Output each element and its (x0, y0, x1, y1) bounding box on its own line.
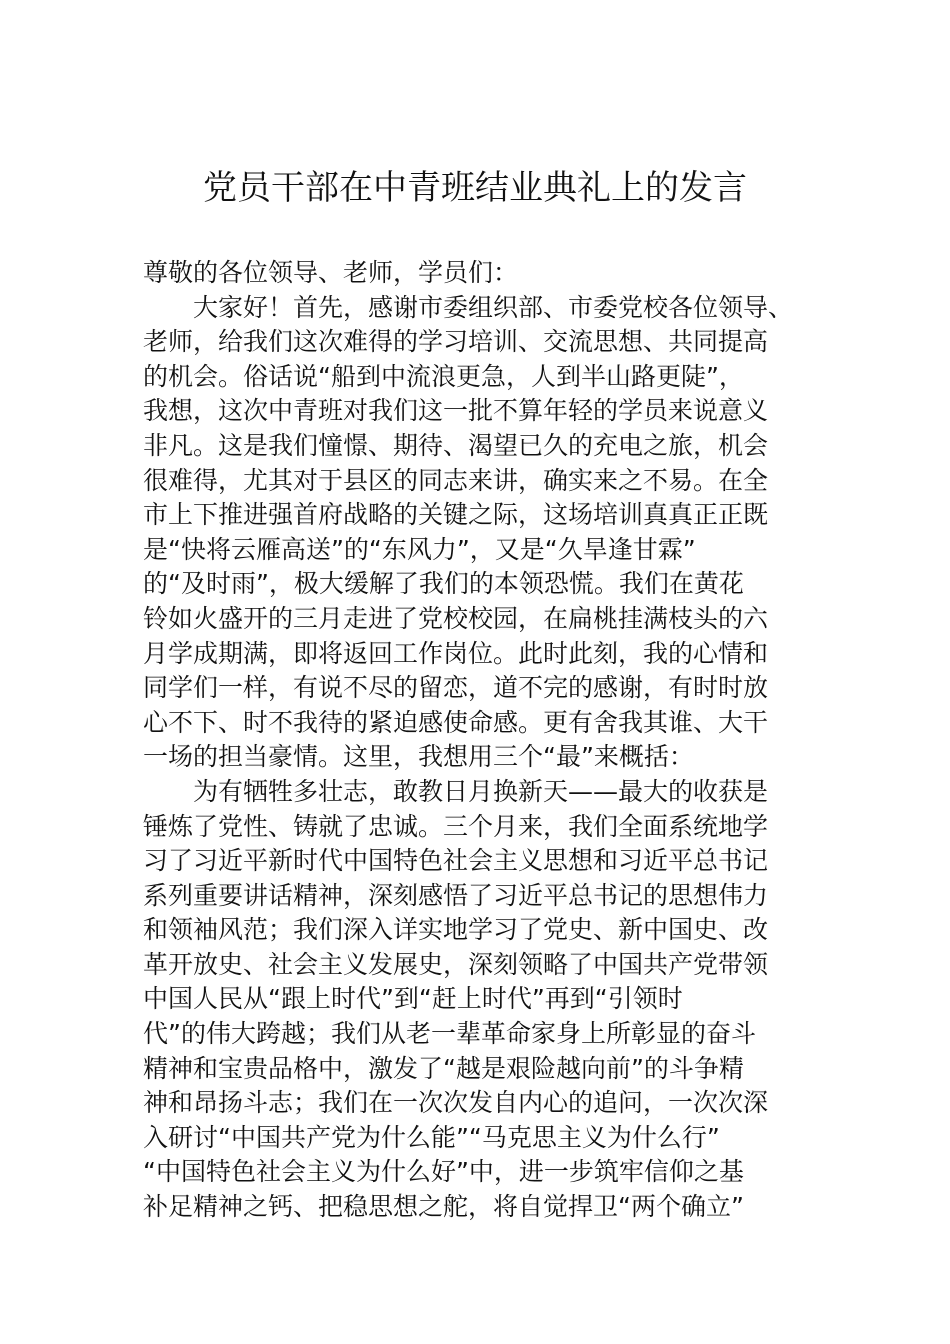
text-line: 为有牺牲多壮志，敢教日月换新天——最大的收获是 (193, 776, 769, 806)
document-title: 党员干部在中青班结业典礼上的发言 (203, 168, 747, 208)
text-line: 老师，给我们这次难得的学习培训、交流思想、共同提高 (143, 327, 769, 357)
text-line: 同学们一样，有说不尽的留恋，道不完的感谢，有时时放 (143, 673, 769, 703)
text-line: 是“快将云雁高送”的“东风力”，又是“久旱逢甘霖” (143, 534, 696, 564)
text-line: 系列重要讲话精神，深刻感悟了习近平总书记的思想伟力 (143, 880, 769, 910)
text-line: 和领袖风范；我们深入详实地学习了党史、新中国史、改 (143, 915, 769, 945)
text-line: 我想，这次中青班对我们这一批不算年轻的学员来说意义 (143, 396, 769, 426)
text-line: 革开放史、社会主义发展史，深刻领略了中国共产党带领 (143, 949, 769, 979)
text-line: 心不下、时不我待的紧迫感使命感。更有舍我其谁、大干 (143, 707, 769, 737)
text-line: 中国人民从“跟上时代”到“赶上时代”再到“引领时 (143, 984, 683, 1014)
text-line: 精神和宝贵品格中，激发了“越是艰险越向前”的斗争精 (143, 1053, 744, 1083)
text-line: 的机会。俗话说“船到中流浪更急，人到半山路更陡”， (143, 361, 744, 391)
text-line: 习了习近平新时代中国特色社会主义思想和习近平总书记 (143, 846, 769, 876)
text-line: 补足精神之钙、把稳思想之舵，将自觉捍卫“两个确立” (143, 1192, 744, 1222)
text-line: 代”的伟大跨越；我们从老一辈革命家身上所彰显的奋斗 (143, 1019, 756, 1049)
text-line: 月学成期满，即将返回工作岗位。此时此刻，我的心情和 (143, 638, 769, 668)
text-line: 的“及时雨”，极大缓解了我们的本领恐慌。我们在黄花 (143, 569, 744, 599)
text-line: 大家好！首先，感谢市委组织部、市委党校各位领导、 (193, 292, 794, 322)
text-line: 入研讨“中国共产党为什么能”“马克思主义为什么行” (143, 1122, 720, 1152)
text-line: “中国特色社会主义为什么好”中，进一步筑牢信仰之基 (143, 1157, 744, 1187)
text-line: 锤炼了党性、铸就了忠诚。三个月来，我们全面系统地学 (143, 811, 769, 841)
text-line: 非凡。这是我们憧憬、期待、渴望已久的充电之旅，机会 (143, 430, 769, 460)
text-line: 市上下推进强首府战略的关键之际，这场培训真真正正既 (143, 500, 769, 530)
text-line: 铃如火盛开的三月走进了党校校园，在扁桃挂满枝头的六 (143, 603, 769, 633)
text-line: 很难得，尤其对于县区的同志来讲，确实来之不易。在全 (143, 465, 769, 495)
text-line: 一场的担当豪情。这里，我想用三个“最”来概括： (143, 742, 694, 772)
text-line: 神和昂扬斗志；我们在一次次发自内心的追问，一次次深 (143, 1088, 769, 1118)
text-line: 尊敬的各位领导、老师，学员们： (143, 258, 519, 287)
document-body (143, 256, 823, 1225)
